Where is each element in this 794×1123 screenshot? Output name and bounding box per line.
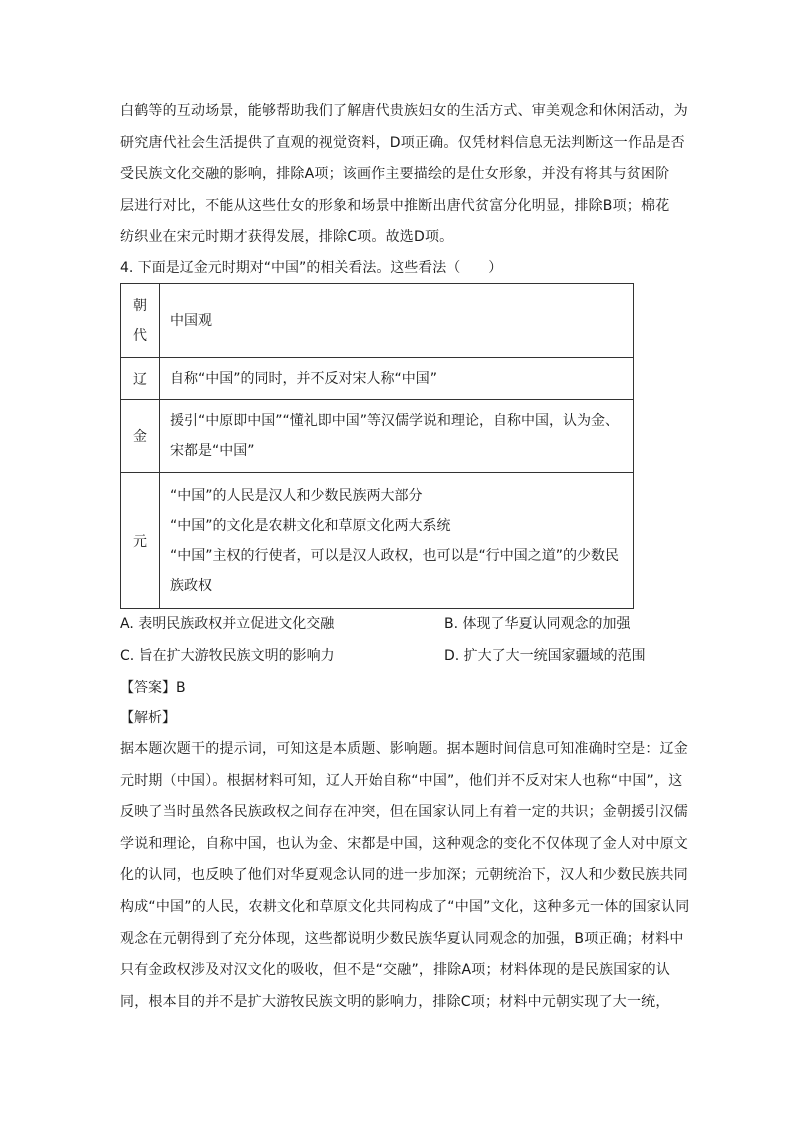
analysis-line: 观念在元朝得到了充分体现，这些都说明少数民族华夏认同观念的加强，B项正确；材料中 <box>120 930 684 947</box>
paragraph-line: 白鹤等的互动场景，能够帮助我们了解唐代贵族妇女的生活方式、审美观念和休闲活动，为 <box>120 103 688 119</box>
view-line: 族政权 <box>170 577 212 594</box>
analysis-paragraph <box>120 734 690 1018</box>
analysis-line: 学说和理论，自称中国，也认为金、宋都是中国，这种观念的变化不仅体现了金人对中原文 <box>120 835 688 852</box>
analysis-line: 元时期（中国）。根据材料可知，辽人开始自称“中国”，他们并不反对宋人也称“中国”，这 <box>120 772 683 789</box>
answer-line: 【答案】B <box>120 680 186 696</box>
paragraph-line: 受民族文化交融的影响，排除A项；该画作主要描绘的是仕女形象，并没有将其与贫困阶 <box>120 166 670 183</box>
view-cell <box>160 358 634 400</box>
table-row <box>121 473 634 609</box>
view-line: “中国”的人民是汉人和少数民族两大部分 <box>170 487 423 504</box>
dynasty-cell: 辽 <box>121 358 160 400</box>
table-row <box>121 358 634 400</box>
header-char: 朝 <box>133 297 147 314</box>
view-line: 援引“中原即中国”“懂礼即中国”等汉儒学说和理论，自称中国，认为金、 <box>170 413 620 429</box>
china-views-table <box>120 283 634 609</box>
analysis-line: 化的认同，也反映了他们对华夏观念认同的进一步加深；元朝统治下，汉人和少数民族共同 <box>120 867 688 884</box>
option-d: D. 扩大了大一统国家疆域的范围 <box>444 648 646 664</box>
table-row <box>121 400 634 473</box>
header-char: 代 <box>133 327 147 344</box>
header-label: 中国观 <box>170 312 212 329</box>
analysis-line: 构成“中国”的人民，农耕文化和草原文化共同构成了“中国”文化，这种多元一体的国家认同 <box>120 898 690 915</box>
analysis-line: 只有金政权涉及对汉文化的吸收，但不是“交融”，排除A项；材料体现的是民族国家的认 <box>120 962 671 979</box>
paragraph-line: 纺织业在宋元时期才获得发展，排除C项。故选D项。 <box>120 229 454 246</box>
option-a: A. 表明民族政权并立促进文化交融 <box>120 616 335 632</box>
paragraph-line: 层进行对比，不能从这些仕女的形象和场景中推断出唐代贫富分化明显，排除B项；棉花 <box>120 197 670 214</box>
dynasty-cell: 金 <box>121 400 160 473</box>
analysis-line: 据本题次题干的提示词，可知这是本质题、影响题。据本题时间信息可知准确时空是：辽金 <box>120 741 688 757</box>
view-line: “中国”主权的行使者，可以是汉人政权，也可以是“行中国之道”的少数民 <box>170 547 620 564</box>
view-line: 自称“中国”的同时，并不反对宋人称“中国” <box>170 370 438 387</box>
view-header-cell <box>160 284 634 358</box>
option-b: B. 体现了华夏认同观念的加强 <box>444 616 631 632</box>
question-title: 4. 下面是辽金元时期对“中国”的相关看法。这些看法（ ） <box>120 260 503 276</box>
analysis-line: 反映了当时虽然各民族政权之间存在冲突，但在国家认同上有着一定的共识；金朝援引汉儒 <box>120 804 688 821</box>
view-line: 宋都是“中国” <box>170 443 255 459</box>
table-header-row <box>121 284 634 358</box>
dynasty-cell: 元 <box>121 473 160 609</box>
previous-answer-paragraph <box>120 96 688 254</box>
analysis-line: 同，根本目的并不是扩大游牧民族文明的影响力，排除C项；材料中元朝实现了大一统， <box>120 993 670 1010</box>
view-line: “中国”的文化是农耕文化和草原文化两大系统 <box>170 517 451 534</box>
view-cell <box>160 473 634 609</box>
option-c: C. 旨在扩大游牧民族文明的影响力 <box>120 648 335 664</box>
view-cell <box>160 400 634 473</box>
dynasty-header-cell <box>121 284 160 358</box>
analysis-heading: 【解析】 <box>120 710 176 726</box>
paragraph-line: 研究唐代社会生活提供了直观的视觉资料，D项正确。仅凭材料信息无法判断这一作品是否 <box>120 134 685 151</box>
